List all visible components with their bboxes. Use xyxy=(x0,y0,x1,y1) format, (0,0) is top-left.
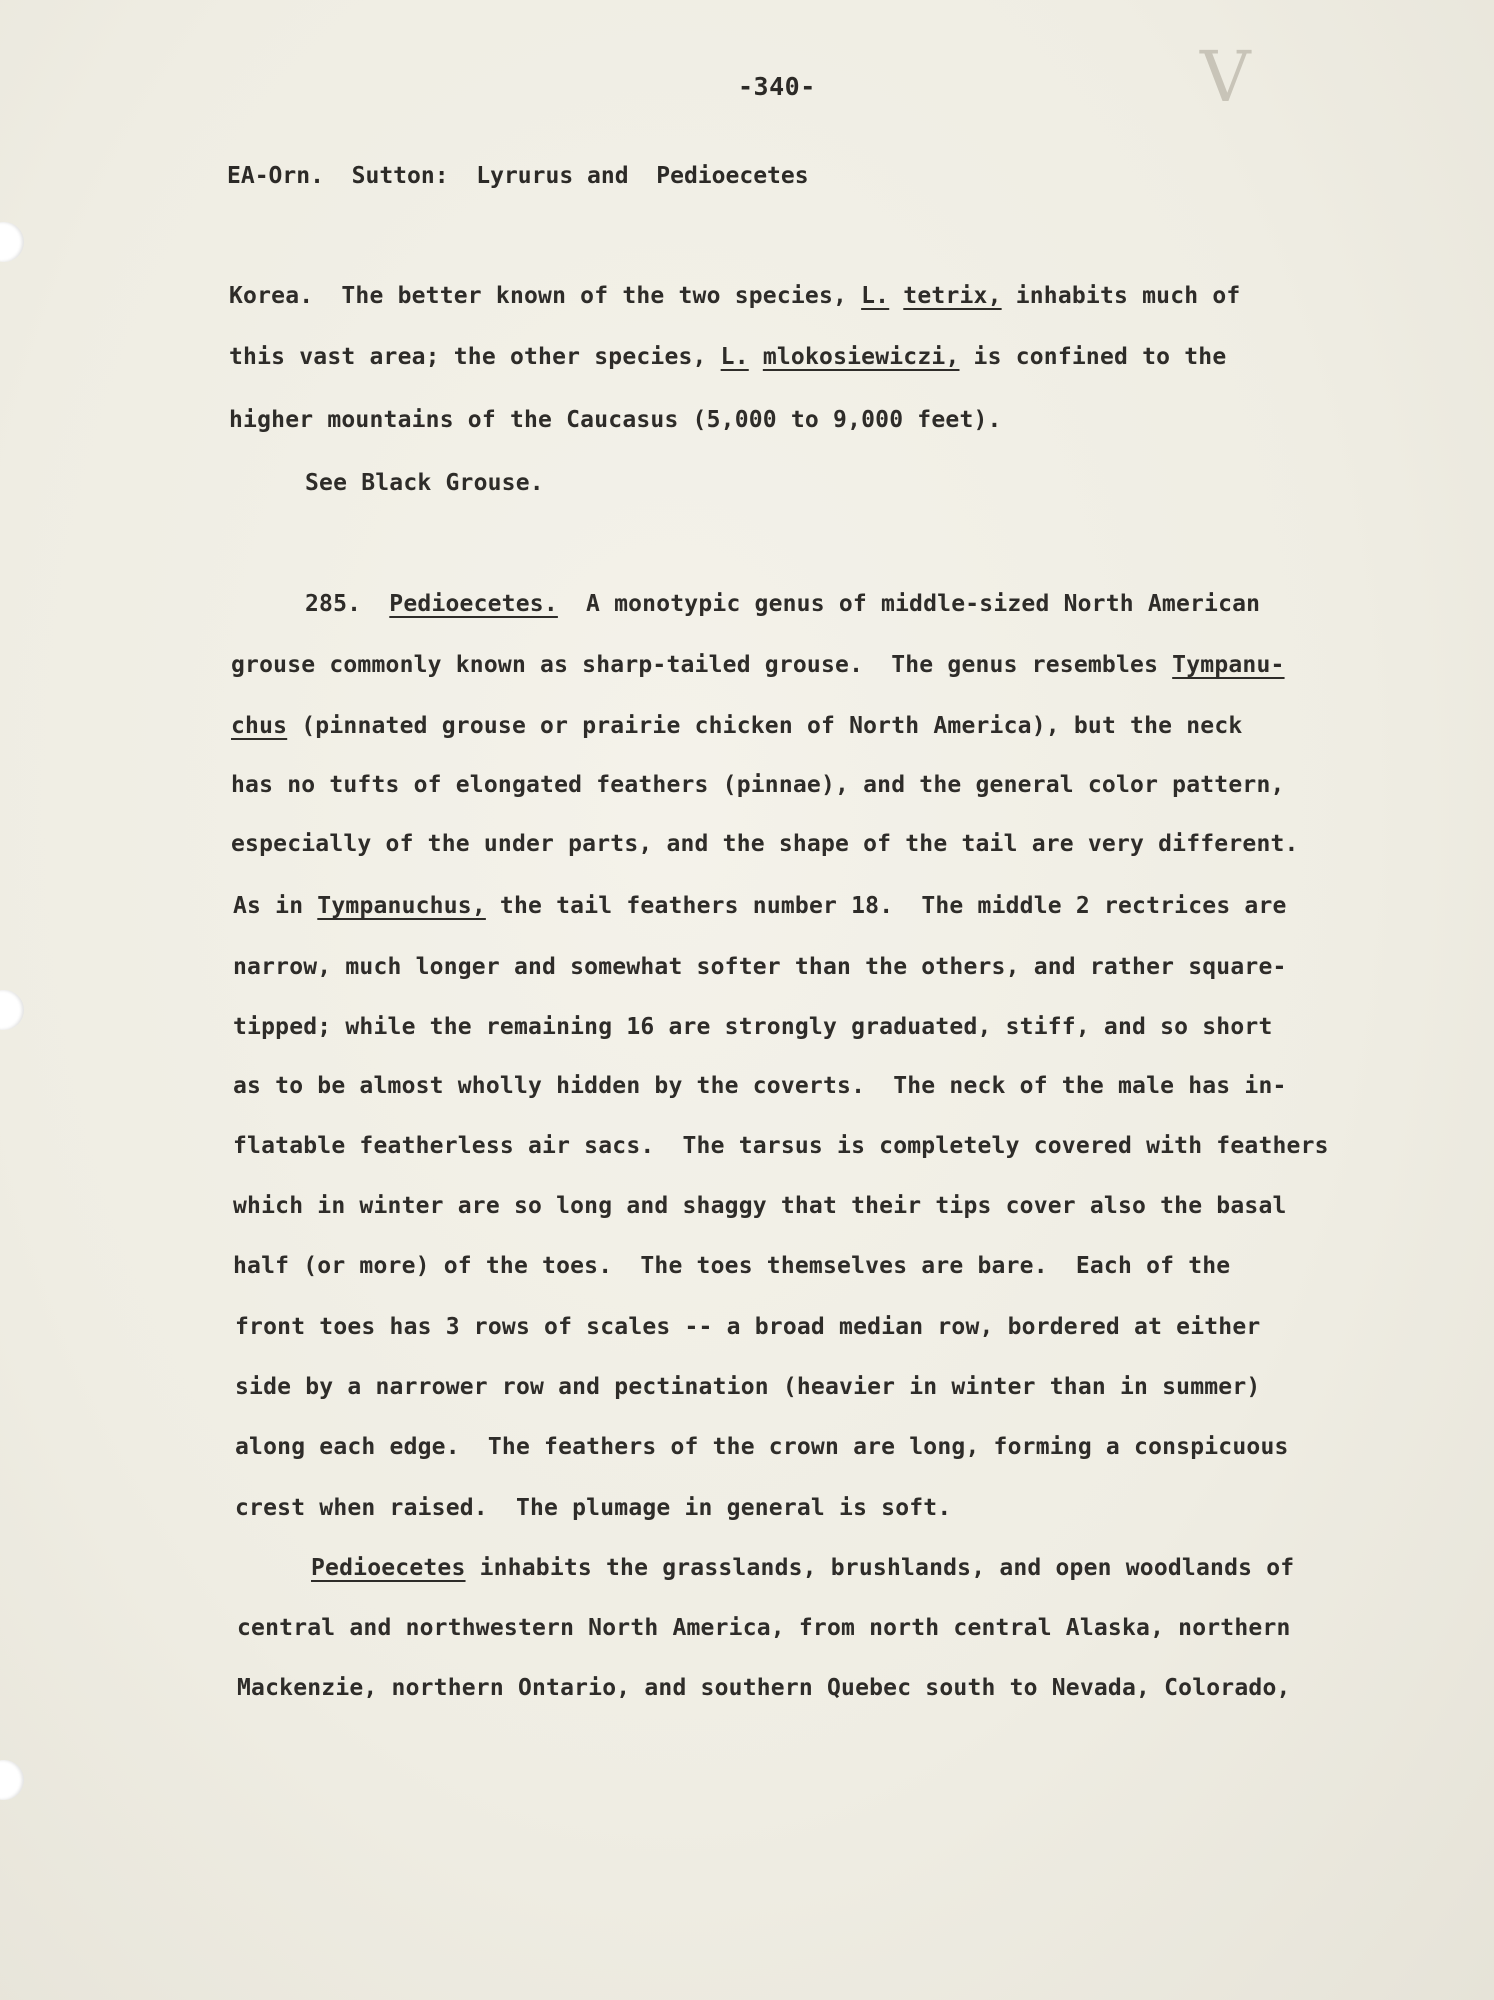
text-line: chus (pinnated grouse or prairie chicken of North America), but the neck xyxy=(231,713,1243,739)
punch-hole xyxy=(0,990,24,1030)
text-line: Korea. The better known of the two species, L. tetrix, inhabits much of xyxy=(229,283,1241,309)
text-line: See Black Grouse. xyxy=(305,470,544,496)
text-line: front toes has 3 rows of scales -- a broad median row, bordered at either xyxy=(235,1314,1261,1340)
text-line: As in Tympanuchus, the tail feathers number 18. The middle 2 rectrices are xyxy=(233,893,1287,919)
text-line: side by a narrower row and pectination (heavier in winter than in summer) xyxy=(235,1374,1261,1400)
text-line: especially of the under parts, and the shape of the tail are very different. xyxy=(231,831,1299,857)
punch-hole xyxy=(0,1760,24,1800)
text-line: this vast area; the other species, L. mlokosiewiczi, is confined to the xyxy=(229,344,1227,370)
text-line: has no tufts of elongated feathers (pinnae), and the general color pattern, xyxy=(231,772,1285,798)
text-line: Mackenzie, northern Ontario, and southern Quebec south to Nevada, Colorado, xyxy=(237,1675,1291,1701)
text-line: half (or more) of the toes. The toes themselves are bare. Each of the xyxy=(233,1253,1231,1279)
running-head: EA-Orn. Sutton: Lyrurus and Pedioecetes xyxy=(227,163,809,189)
text-line: central and northwestern North America, from north central Alaska, northern xyxy=(237,1615,1291,1641)
text-line: 285. Pedioecetes. A monotypic genus of middle-sized North American xyxy=(305,591,1261,617)
text-line: flatable featherless air sacs. The tarsus is completely covered with feathers xyxy=(233,1133,1329,1159)
text-line: tipped; while the remaining 16 are strongly graduated, stiff, and so short xyxy=(233,1014,1273,1040)
text-line: along each edge. The feathers of the crown are long, forming a conspicuous xyxy=(235,1434,1289,1460)
page-number: -340- xyxy=(738,72,816,101)
text-line: as to be almost wholly hidden by the coverts. The neck of the male has in- xyxy=(233,1073,1287,1099)
text-line: grouse commonly known as sharp-tailed grouse. The genus resembles Tympanu- xyxy=(231,652,1285,678)
text-line: which in winter are so long and shaggy that their tips cover also the basal xyxy=(233,1193,1287,1219)
text-line: Pedioecetes inhabits the grasslands, brushlands, and open woodlands of xyxy=(311,1555,1295,1581)
text-line: crest when raised. The plumage in general is soft. xyxy=(235,1495,952,1521)
punch-hole xyxy=(0,222,24,262)
text-line: narrow, much longer and somewhat softer than the others, and rather square- xyxy=(233,954,1287,980)
text-line: higher mountains of the Caucasus (5,000 to 9,000 feet). xyxy=(229,407,1002,433)
corner-check-mark: V xyxy=(1200,36,1251,118)
